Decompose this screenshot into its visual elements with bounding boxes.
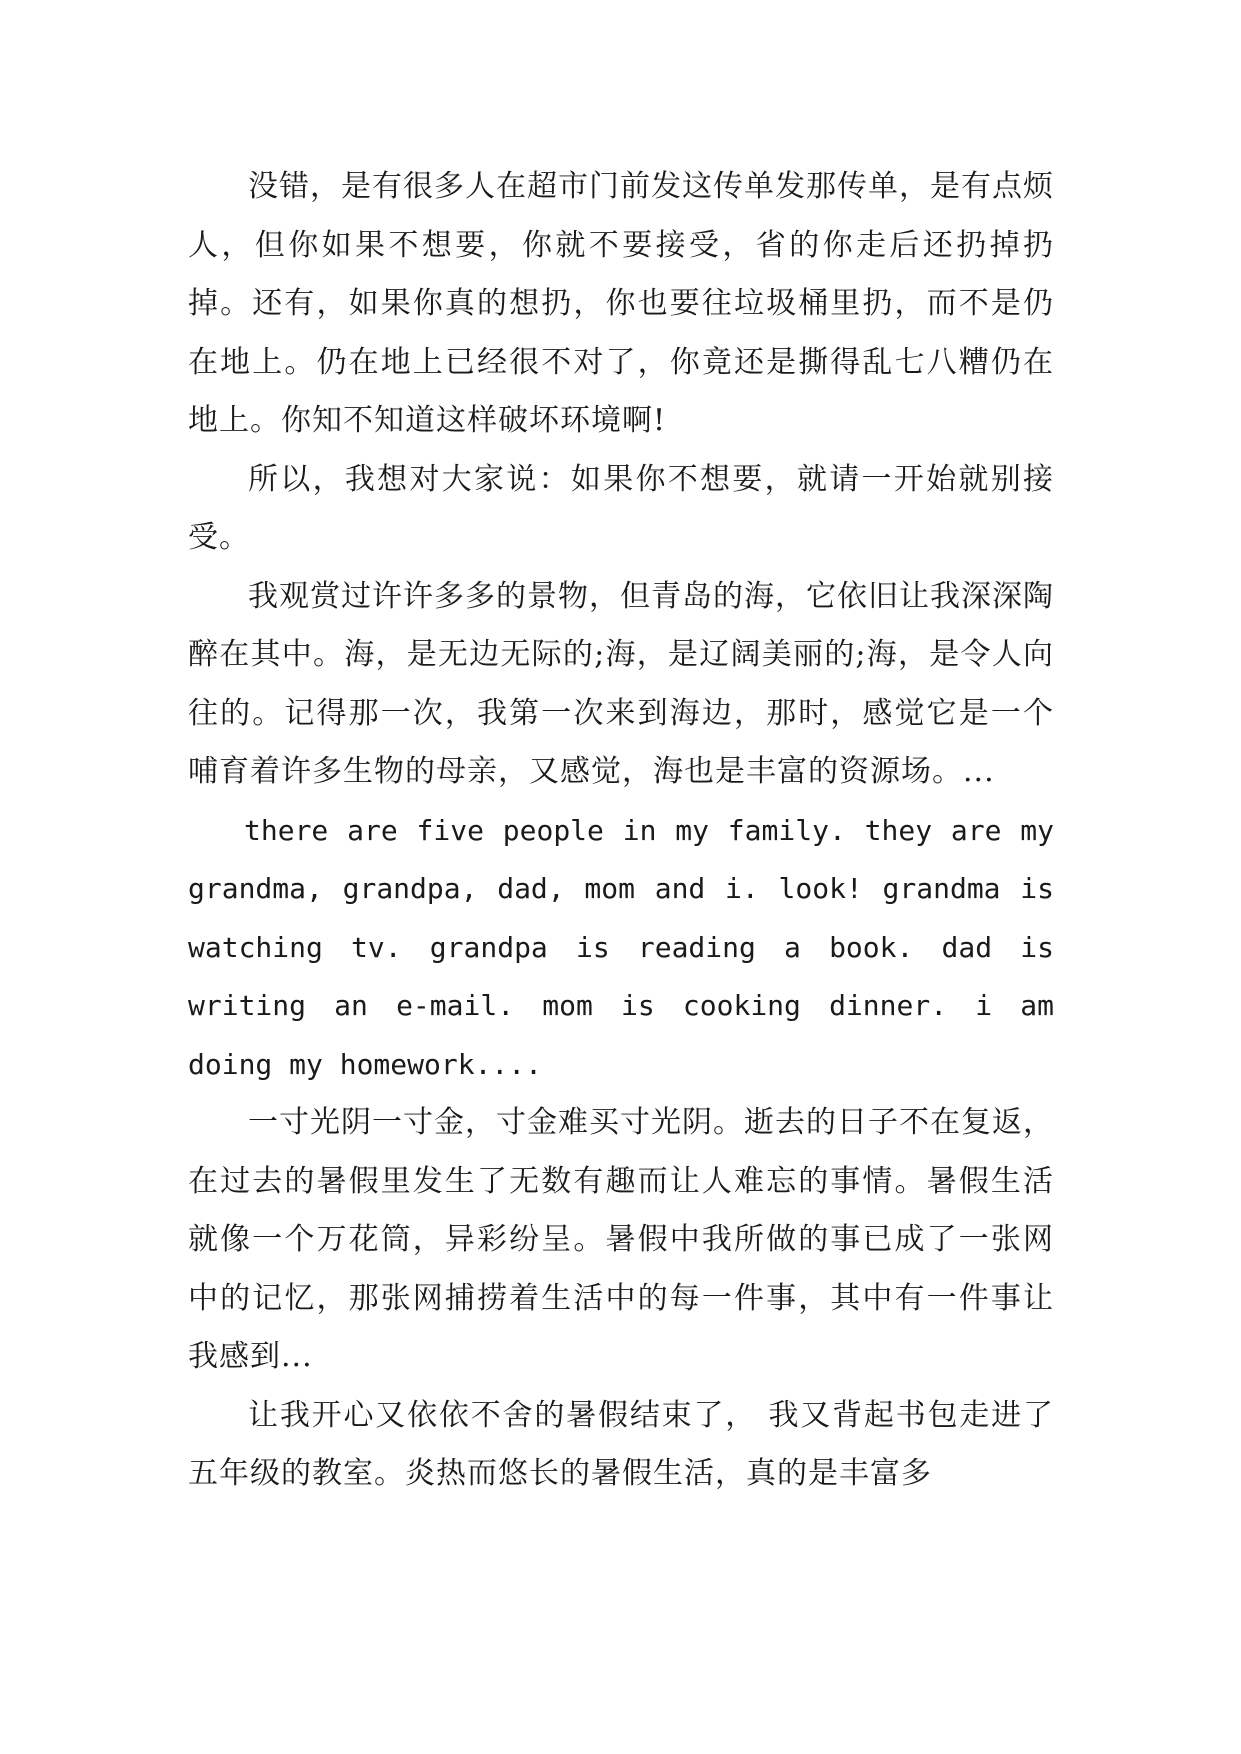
paragraph-qingdao-sea: 我观赏过许许多多的景物，但青岛的海，它依旧让我深深陶醉在其中。海，是无边无际的;海，是辽阔美丽的;海，是令人向往的。记得那一次，我第一次来到海边，那时，感觉它是一个哺育着许多生物的母亲，又感觉，海也是丰富的资源场。...: [188, 578, 1054, 789]
paragraph-summer-memory: 一寸光阴一寸金，寸金难买寸光阴。逝去的日子不在复返，在过去的暑假里发生了无数有趣而让人难忘的事情。暑假生活就像一个万花筒，异彩纷呈。暑假中我所做的事已成了一张网中的记忆，那张网捕捞着生活中的每一件事，其中有一件事让我感到...: [188, 1105, 1054, 1374]
paragraph-english-family: there are five people in my family. they are my grandma, grandpa, dad, mom and i. look! grandma is watching tv. grandpa is reading a book. dad is writing an e-mail. mom is cooking dinner. i am doing my homework....: [188, 813, 1054, 1081]
paragraph-advice: 所以，我想对大家说：如果你不想要，就请一开始就别接受。: [188, 461, 1054, 555]
paragraph-flyers: 没错，是有很多人在超市门前发这传单发那传单，是有点烦人，但你如果不想要，你就不要接受，省的你走后还扔掉扔掉。还有，如果你真的想扔，你也要往垃圾桶里扔，而不是仍在地上。仍在地上已经很不对了，你竟还是撕得乱七八糟仍在地上。你知不知道这样破坏环境啊!: [188, 169, 1054, 438]
document-body: [188, 158, 1054, 1504]
paragraph-summer-end: 让我开心又依依不舍的暑假结束了， 我又背起书包走进了五年级的教室。炎热而悠长的暑假生活，真的是丰富多: [188, 1397, 1054, 1491]
